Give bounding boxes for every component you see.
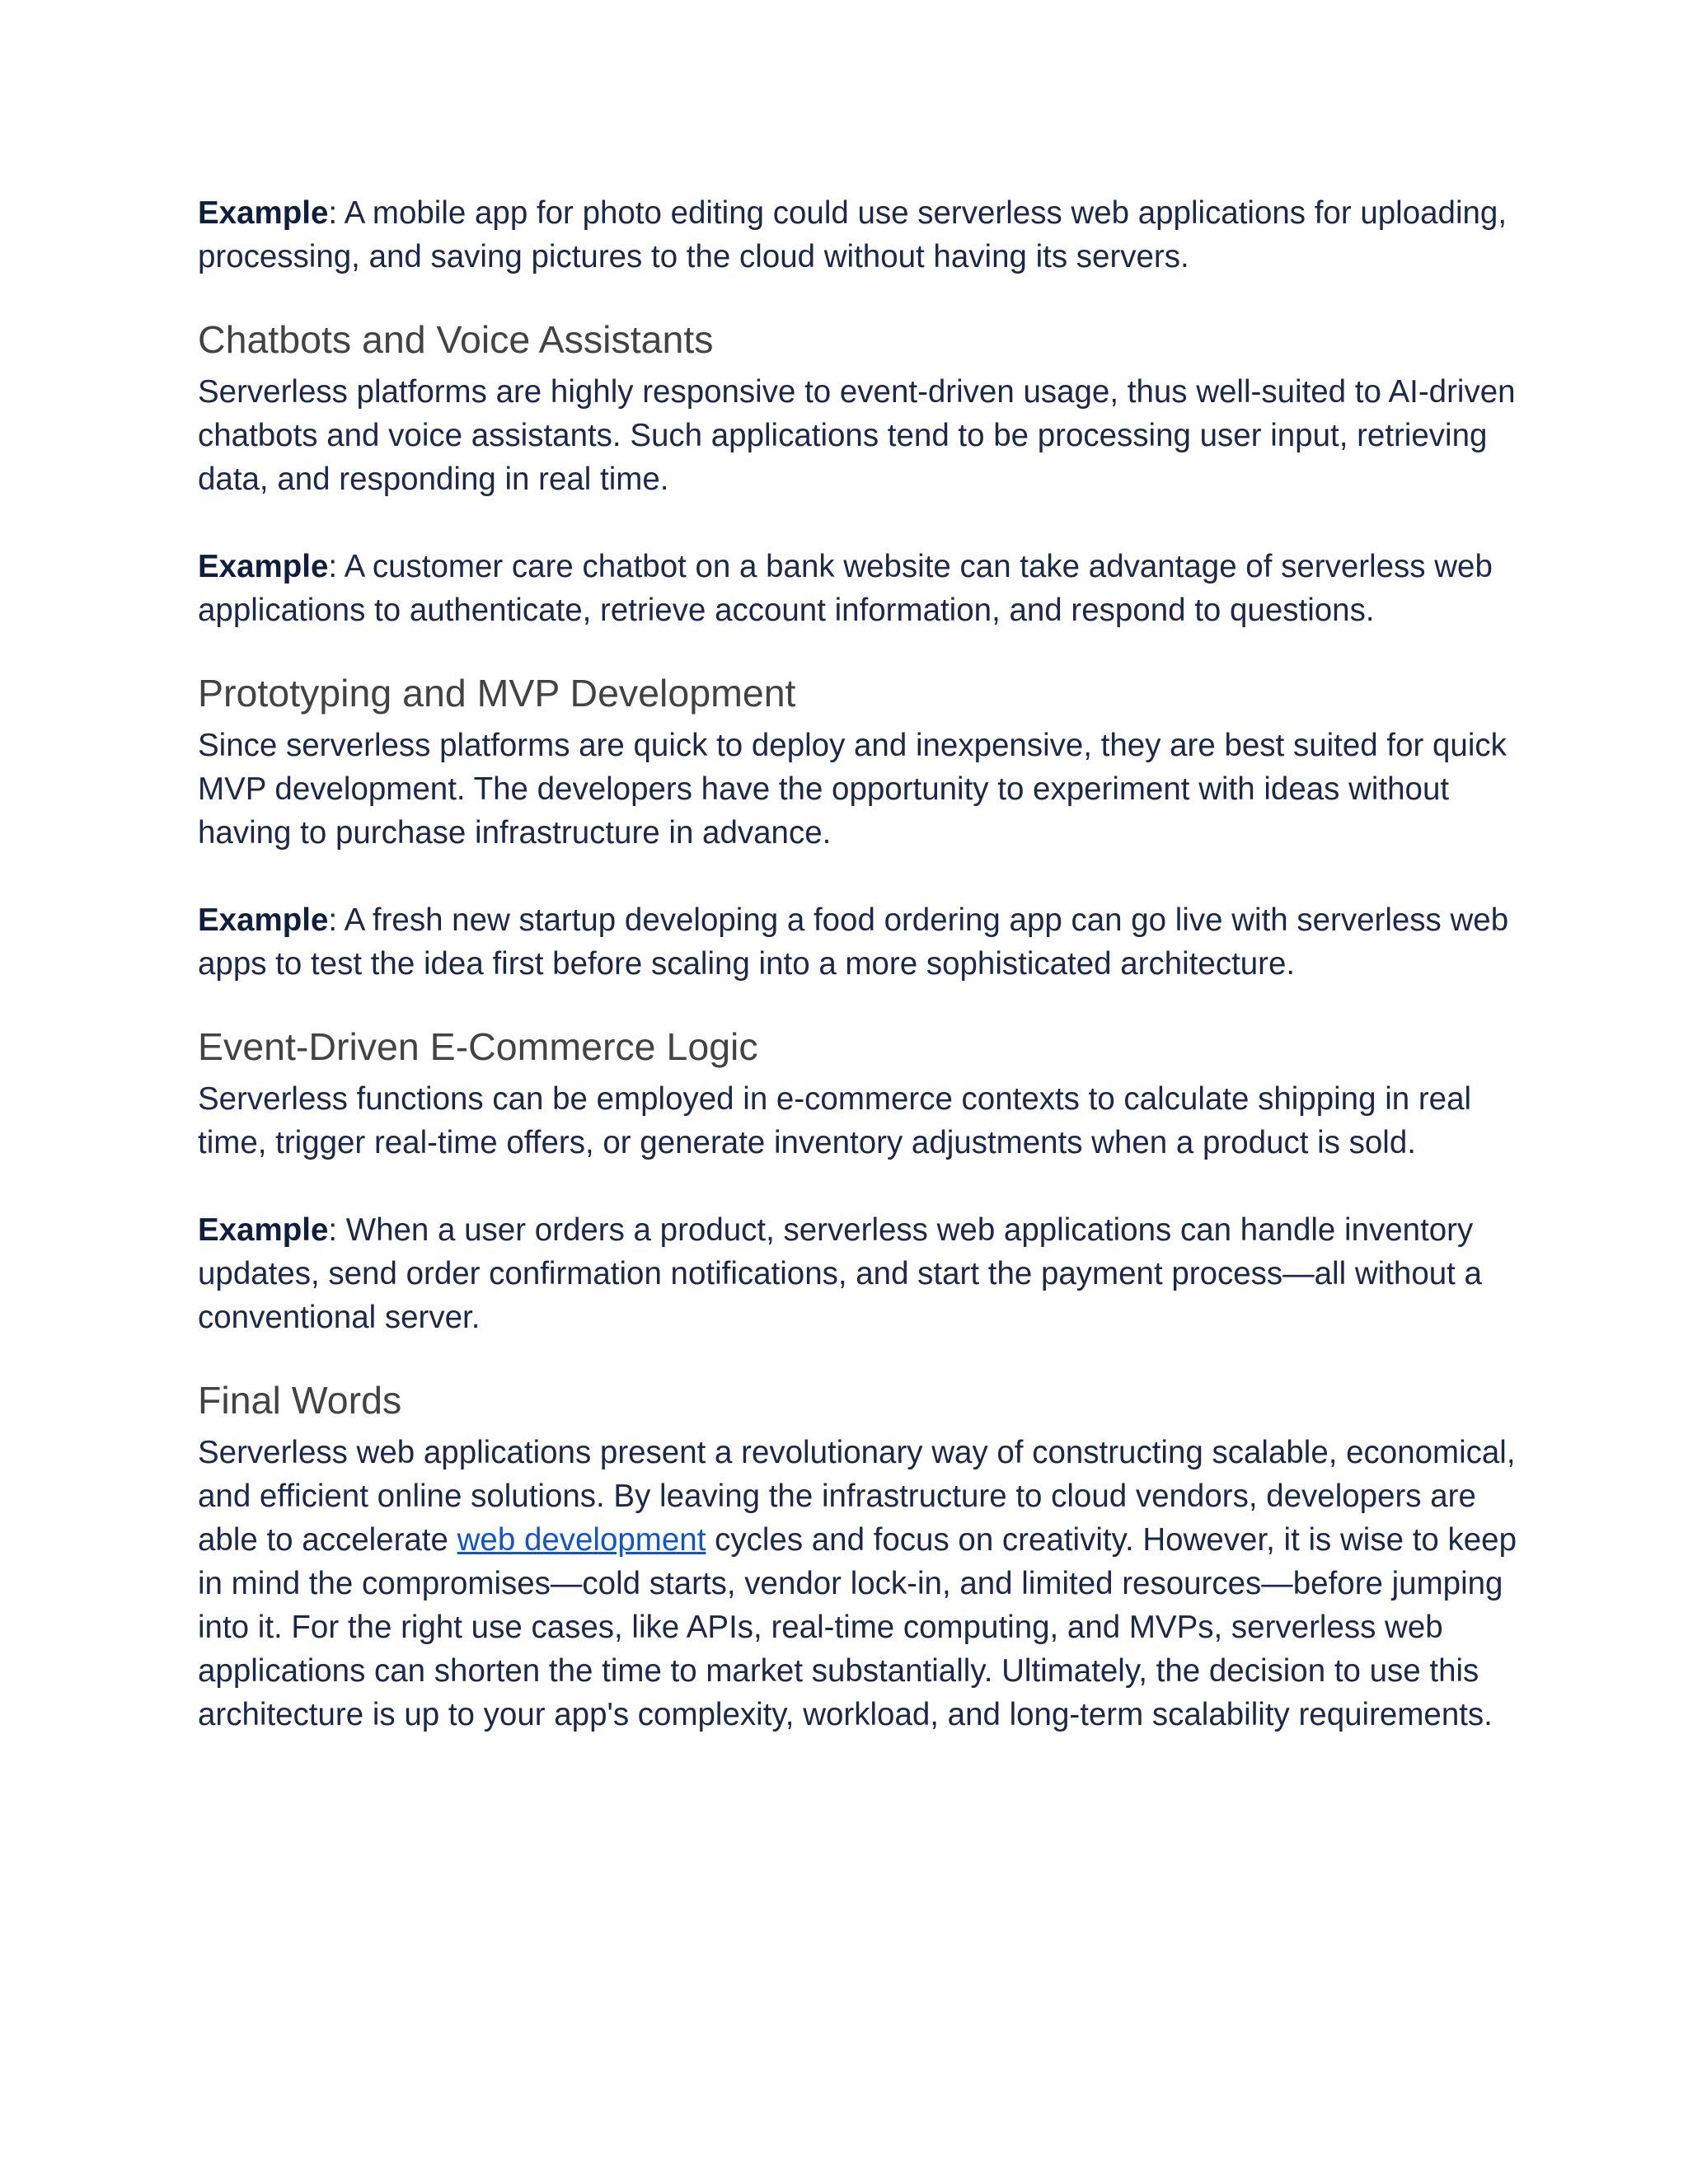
- web-development-link[interactable]: web development: [457, 1522, 706, 1558]
- section-body-ecommerce: Serverless functions can be employed in e-commerce contexts to calculate shipping in real time, trigger real-time offers, or generate inventory adjustments when a product is sold.: [198, 1081, 1472, 1160]
- example-paragraph-photo-app: [198, 191, 1517, 279]
- example-label: Example: [198, 902, 329, 938]
- example-label: Example: [198, 549, 329, 584]
- example-text: : When a user orders a product, serverless web applications can handle inventory updates, send order confirmation notifications, and start the payment process—all without a conventional server.: [198, 1212, 1482, 1335]
- final-text-after-link: cycles and focus on creativity. However, it is wise to keep in mind the compromises—cold starts, vendor lock-in, and limited resources—before jumping into it. For the right use cases, like APIs, real-time computing, and MVPs, serverless web applications can shorten the time to market substantially. Ultimately, the decision to use this architecture is up to your app's complexity, workload, and long-term scalability requirements.: [198, 1522, 1517, 1732]
- final-text-before-link: Serverless web applications present a revolutionary way of constructing scalable, economical, and efficient online solutions. By leaving the infrastructure to cloud vendors, developers are able to accelerate: [198, 1435, 1516, 1558]
- section-heading-ecommerce: Event-Driven E-Commerce Logic: [198, 1025, 758, 1068]
- section-heading-final-words: Final Words: [198, 1379, 402, 1422]
- example-paragraph-mvp: [198, 898, 1517, 986]
- example-text: : A customer care chatbot on a bank website can take advantage of serverless web applications to authenticate, retrieve account information, and respond to questions.: [198, 549, 1493, 628]
- document-page: [198, 191, 1517, 1736]
- section-heading-chatbots: Chatbots and Voice Assistants: [198, 318, 714, 361]
- example-text: : A mobile app for photo editing could use serverless web applications for uploading, processing, and saving pictures to the cloud without having its servers.: [198, 195, 1507, 274]
- section-heading-mvp: Prototyping and MVP Development: [198, 672, 796, 715]
- section-body-chatbots: Serverless platforms are highly responsive to event-driven usage, thus well-suited to AI-driven chatbots and voice assistants. Such applications tend to be processing user input, retrieving data, and responding in real time.: [198, 374, 1516, 497]
- example-label: Example: [198, 1212, 329, 1248]
- section-body-mvp: Since serverless platforms are quick to deploy and inexpensive, they are best suited for quick MVP development. The developers have the opportunity to experiment with ideas without having to purchase infrastructure in advance.: [198, 728, 1507, 851]
- section-body-final-words: [198, 1431, 1517, 1736]
- example-label: Example: [198, 195, 329, 231]
- example-paragraph-chatbot: [198, 545, 1517, 632]
- example-text: : A fresh new startup developing a food ordering app can go live with serverless web apps to test the idea first before scaling into a more sophisticated architecture.: [198, 902, 1509, 982]
- example-paragraph-ecommerce: [198, 1208, 1517, 1339]
